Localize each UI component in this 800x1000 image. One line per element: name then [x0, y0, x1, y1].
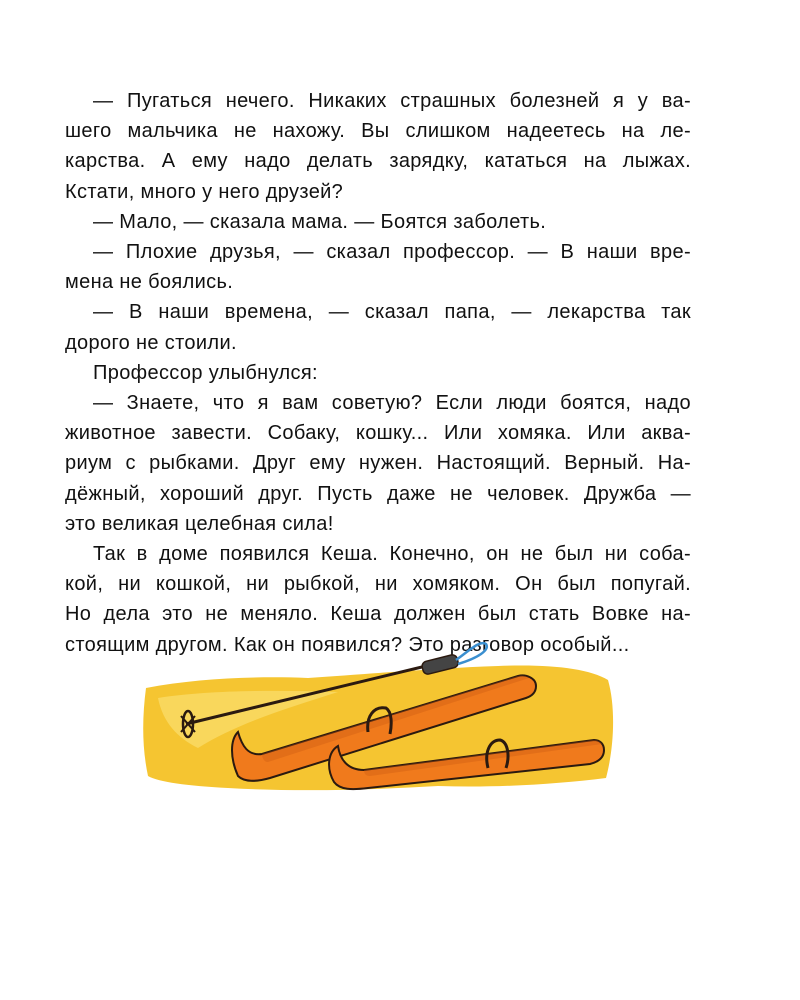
paragraph [65, 297, 691, 357]
text-line: — Пугаться нечего. Никаких страшных болезней я у ва- [93, 90, 691, 112]
text-line: — Знаете, что я вам советую? Если люди боятся, надо [93, 392, 691, 415]
text-line: риум с рыбками. Друг ему нужен. Настоящий. Верный. На- [65, 452, 691, 475]
text-line: дорого не стоили. [65, 331, 237, 354]
text-line: Но дела это не меняло. Кеша должен был стать Вовке на- [65, 603, 691, 626]
text-line: Профессор улыбнулся: [93, 361, 318, 384]
text-line: это великая целебная сила! [65, 512, 334, 535]
text-line: — В наши времена, — сказал папа, — лекарства так [93, 301, 691, 324]
text-line: стоящим другом. Как он появился? Это разговор особый... [65, 633, 630, 656]
text-line: Так в доме появился Кеша. Конечно, он не был ни соба- [93, 543, 691, 566]
text-line: дёжный, хороший друг. Пусть даже не человек. Дружба — [65, 482, 691, 505]
paragraph [65, 358, 691, 388]
text-line: Кстати, много у него друзей? [65, 180, 344, 203]
paragraph [65, 237, 691, 297]
paragraph [65, 388, 691, 539]
text-line: карства. А ему надо делать зарядку, кататься на лыжах. [65, 150, 691, 173]
text-line: шего мальчика не нахожу. Вы слишком надеетесь на ле- [65, 120, 691, 143]
text-line: кой, ни кошкой, ни рыбкой, ни хомяком. Он был попугай. [65, 573, 691, 596]
text-line: мена не боялись. [65, 271, 234, 294]
paragraph [65, 86, 691, 207]
paragraph [65, 207, 691, 237]
text-line: — Плохие друзья, — сказал профессор. — В наши вре- [93, 241, 691, 264]
text-line: — Мало, — сказала мама. — Боятся заболеть. [93, 210, 547, 233]
story-text [65, 86, 691, 660]
skis-illustration [138, 628, 618, 798]
text-line: животное завести. Собаку, кошку... Или хомяка. Или аква- [65, 422, 691, 445]
